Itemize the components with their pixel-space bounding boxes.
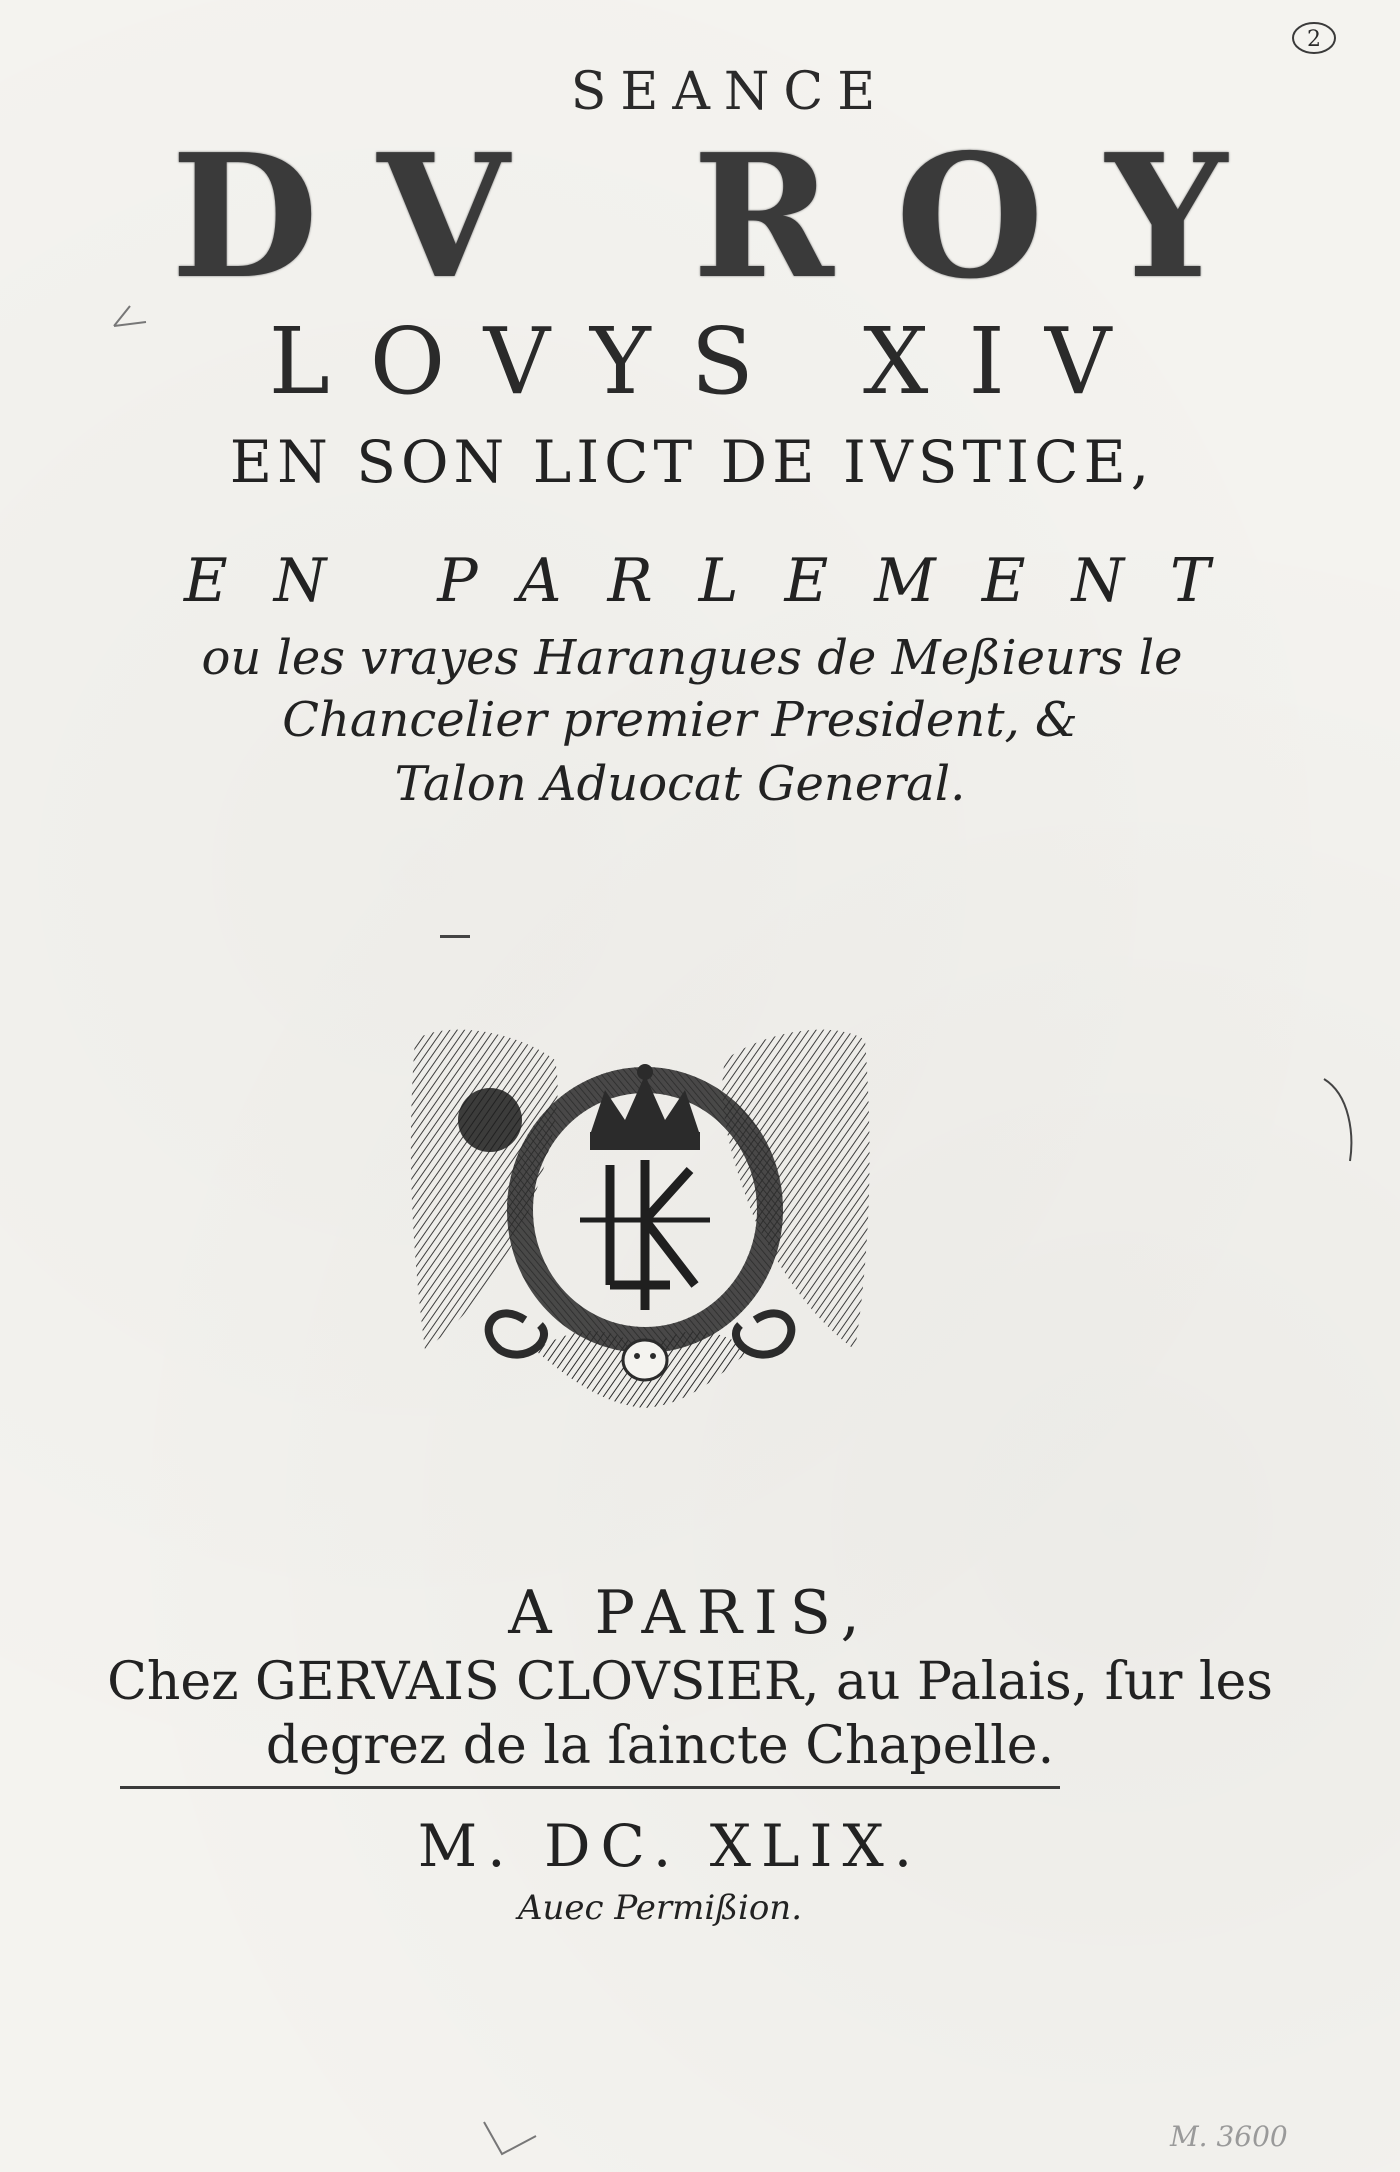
- title-line-louys-xiv: LOVYS XIV: [268, 308, 1152, 415]
- left-foliage: [411, 1030, 558, 1350]
- circled-number-mark: [1290, 18, 1338, 58]
- small-dash: [440, 935, 470, 938]
- margin-tick-left: [110, 300, 150, 330]
- margin-bracket-right: [1320, 1075, 1360, 1165]
- permission-line: Auec Permißion.: [517, 1888, 803, 1928]
- imprint-city: A PARIS,: [508, 1578, 872, 1648]
- title-line-parlement: EN PARLEMENT: [183, 546, 1257, 616]
- imprint-address: degrez de la ſaincte Chapelle.: [265, 1716, 1055, 1776]
- dark-blot: [458, 1088, 522, 1152]
- imprint-printer: Chez GERVAIS CLOVSIER, au Palais, ſur les: [107, 1652, 1273, 1712]
- printers-device-ornament: [405, 1020, 875, 1410]
- shelfmark: M. 3600: [1170, 2120, 1288, 2153]
- title-line-du-roy: DV ROY: [170, 117, 1290, 317]
- imprint-year: M. DC. XLIX.: [417, 1812, 923, 1880]
- title-line-seance: SEANCE: [570, 62, 890, 122]
- corner-number: 2: [1307, 27, 1321, 52]
- checkmark-bottom: [480, 2118, 540, 2158]
- horizontal-rule: [120, 1786, 1060, 1789]
- title-line-harangues: ou les vrayes Harangues de Meßieurs le: [201, 630, 1183, 686]
- title-line-talon: Talon Aduocat General.: [394, 756, 966, 812]
- monogram: [580, 1160, 710, 1310]
- title-line-chancelier: Chancelier premier President, &: [282, 692, 1078, 748]
- bottom-scroll-left: [489, 1313, 544, 1354]
- title-line-lict-de-justice: EN SON LICT DE IVSTICE,: [229, 428, 1155, 496]
